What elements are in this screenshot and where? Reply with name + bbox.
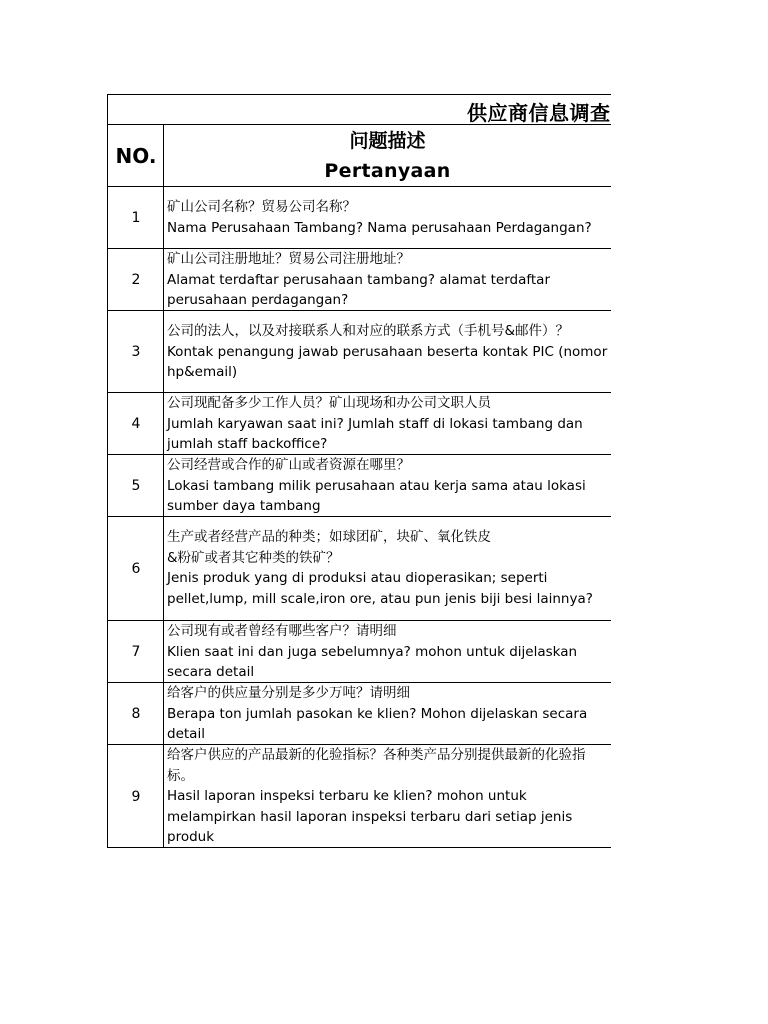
row-number: 6: [131, 560, 141, 577]
question-cell: [163, 621, 611, 682]
table-row: [107, 392, 611, 454]
row-number-cell: [107, 393, 164, 454]
question-line: 给客户供应的产品最新的化验指标？各种类产品分别提供最新的化验指: [167, 747, 586, 763]
question-line: 标。: [167, 767, 194, 784]
question-line: secara detail: [167, 664, 255, 680]
row-number-cell: [107, 455, 164, 516]
table-row: [107, 516, 611, 620]
question-cell: [163, 393, 611, 454]
table-row: [107, 620, 611, 682]
question-line: Kontak penangung jawab perusahaan beserta kontak PIC (nomor: [167, 343, 608, 360]
header-question-cn: 问题描述: [349, 130, 426, 152]
row-number: 4: [131, 415, 141, 432]
question-text: [167, 249, 611, 311]
table-row: [107, 248, 611, 310]
question-cell: [163, 683, 611, 744]
question-cell: [163, 187, 611, 248]
question-cell: [163, 311, 611, 392]
question-line: sumber daya tambang: [167, 498, 321, 514]
question-line: jumlah staff backoffice?: [167, 436, 328, 452]
row-number-cell: [107, 517, 164, 620]
question-line: 给客户的供应量分别是多少万吨？请明细: [167, 685, 410, 701]
question-cell: [163, 517, 611, 620]
row-number: 8: [131, 705, 141, 722]
question-text: [167, 683, 611, 745]
row-number-cell: [107, 249, 164, 310]
row-number: 2: [131, 271, 141, 288]
row-number-cell: [107, 683, 164, 744]
question-text: [167, 393, 611, 455]
question-line: 公司现有或者曾经有哪些客户？请明细: [167, 623, 397, 639]
row-number-cell: [107, 621, 164, 682]
question-line: Jenis produk yang di produksi atau dioperasikan; seperti: [167, 570, 548, 586]
question-line: &粉矿或者其它种类的铁矿？: [167, 549, 340, 566]
question-line: 矿山公司注册地址？贸易公司注册地址？: [167, 251, 410, 267]
question-line: 生产或者经营产品的种类；如球团矿，块矿、氧化铁皮: [167, 529, 491, 545]
question-text: [167, 621, 611, 683]
header-no-cell: [107, 125, 164, 187]
question-line: Nama Perusahaan Tambang? Nama perusahaan Perdagangan?: [167, 219, 592, 236]
question-line: 矿山公司名称？贸易公司名称？: [167, 199, 356, 215]
table-title: 供应商信息调查: [467, 101, 611, 125]
question-line: Berapa ton jumlah pasokan ke klien? Mohon dijelaskan secara: [167, 705, 588, 722]
question-line: produk: [167, 829, 215, 845]
header-question-id: Pertanyaan: [324, 160, 451, 182]
question-text: [167, 745, 611, 848]
question-text: [167, 527, 611, 609]
table-row: [107, 310, 611, 392]
row-number-cell: [107, 311, 164, 392]
question-line: pellet,lump, mill scale,iron ore, atau pun jenis biji besi lainnya?: [167, 590, 593, 607]
question-line: 公司的法人，以及对接联系人和对应的联系方式（手机号&邮件）？: [167, 323, 570, 339]
question-line: Hasil laporan inspeksi terbaru ke klien? mohon untuk: [167, 788, 527, 804]
row-number-cell: [107, 187, 164, 248]
table-row: [107, 454, 611, 516]
table-row: [107, 186, 611, 248]
question-cell: [163, 455, 611, 516]
row-number: 9: [131, 788, 141, 805]
header-row: [107, 124, 611, 187]
question-text: [167, 197, 611, 238]
row-number-cell: [107, 745, 164, 848]
question-line: detail: [167, 726, 205, 742]
row-number: 7: [131, 643, 141, 660]
question-text: [167, 455, 611, 517]
question-line: perusahaan perdagangan?: [167, 292, 349, 308]
question-cell: [163, 745, 611, 848]
header-no: NO.: [115, 144, 157, 168]
header-question-cell: [163, 125, 611, 187]
survey-table: [107, 94, 611, 848]
question-text: [167, 321, 611, 383]
row-number: 3: [131, 343, 141, 360]
question-line: hp&email): [167, 364, 238, 380]
table-bottom-border: [107, 847, 611, 848]
question-line: Klien saat ini dan juga sebelumnya? mohon untuk dijelaskan: [167, 643, 578, 660]
question-line: 公司现配备多少工作人员？矿山现场和办公司文职人员: [167, 395, 491, 411]
table-row: [107, 682, 611, 744]
question-cell: [163, 249, 611, 310]
question-line: Lokasi tambang milik perusahaan atau kerja sama atau lokasi: [167, 477, 586, 494]
question-line: melampirkan hasil laporan inspeksi terbaru dari setiap jenis: [167, 808, 573, 825]
question-line: Alamat terdaftar perusahaan tambang? alamat terdaftar: [167, 271, 551, 288]
title-row: [107, 94, 611, 125]
question-line: 公司经营或合作的矿山或者资源在哪里？: [167, 457, 410, 473]
question-line: Jumlah karyawan saat ini? Jumlah staff di lokasi tambang dan: [167, 415, 583, 432]
row-number: 5: [131, 477, 141, 494]
table-row: [107, 744, 611, 848]
row-number: 1: [131, 209, 141, 226]
